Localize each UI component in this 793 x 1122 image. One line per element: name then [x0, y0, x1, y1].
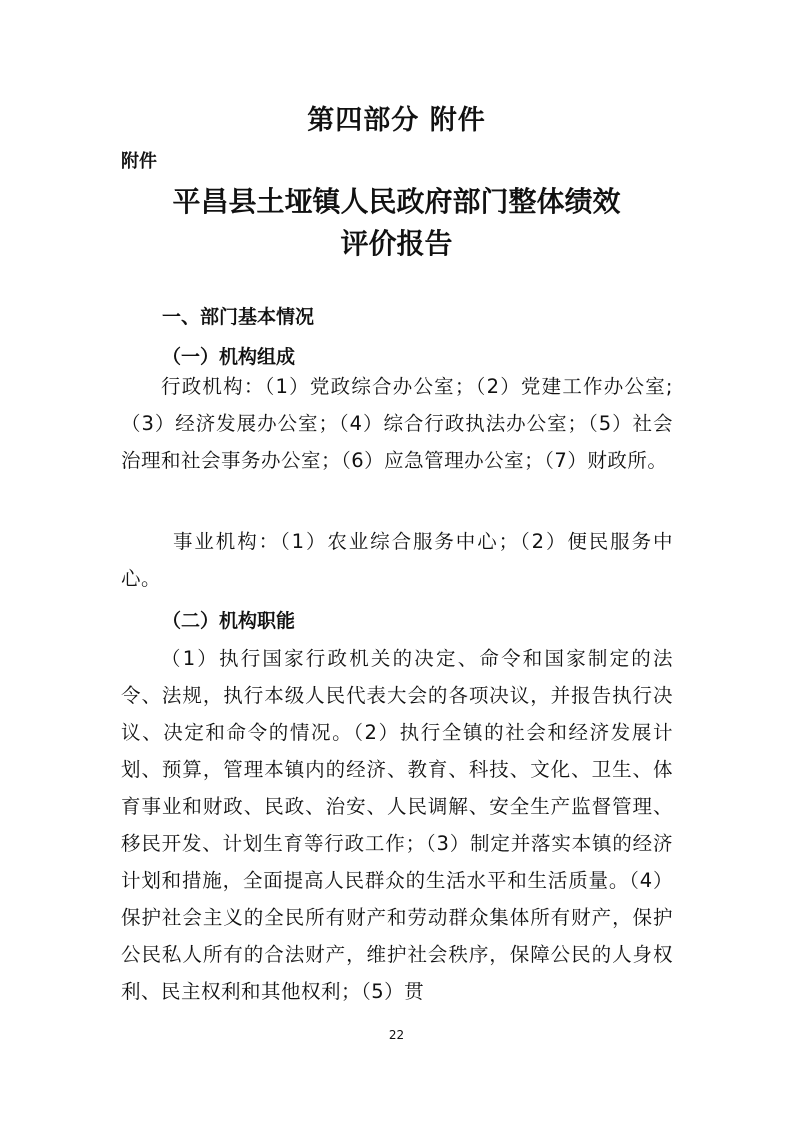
subsection-heading-functions: （二）机构职能	[162, 610, 296, 632]
subsection-heading-composition: （一）机构组成	[162, 346, 296, 368]
page-number: 22	[388, 1028, 405, 1042]
report-title-line-1: 平昌县土垭镇人民政府部门整体绩效	[172, 185, 621, 218]
functions-paragraph: （1）执行国家行政机关的决定、命令和国家制定的法令、法规，执行本级人民代表大会的各项决议，并报告执行决议、决定和命令的情况。（2）执行全镇的社会和经济发展计划、预算，管理本镇内的经济、教育、科技、文化、卫生、体育事业和财政、民政、治安、人民调解、安全生产监督管理、移民开发、计划生育等行政工作；（3）制定并落实本镇的经济计划和措施，全面提高人民群众的生活水平和生活质量。（4）保护社会主义的全民所有财产和劳动群众集体所有财产，保护公民私人所有的合法财产，维护社会秩序，保障公民的人身权利、民主权利和其他权利；（5）贯	[121, 647, 673, 1003]
section-heading-basic-info: 一、部门基本情况	[162, 306, 315, 328]
part-title: 第四部分 附件	[307, 105, 486, 136]
attachment-label: 附件	[121, 151, 157, 172]
admin-agencies-paragraph: 行政机构：（1）党政综合办公室；（2）党建工作办公室;（3）经济发展办公室；（4）综合行政执法办公室；（5）社会治理和社会事务办公室；（6）应急管理办公室；（7）财政所。	[121, 375, 673, 472]
report-title-line-2: 评价报告	[340, 227, 453, 260]
public-institutions-paragraph: 事业机构：（1）农业综合服务中心；（2）便民服务中心。	[121, 530, 673, 590]
